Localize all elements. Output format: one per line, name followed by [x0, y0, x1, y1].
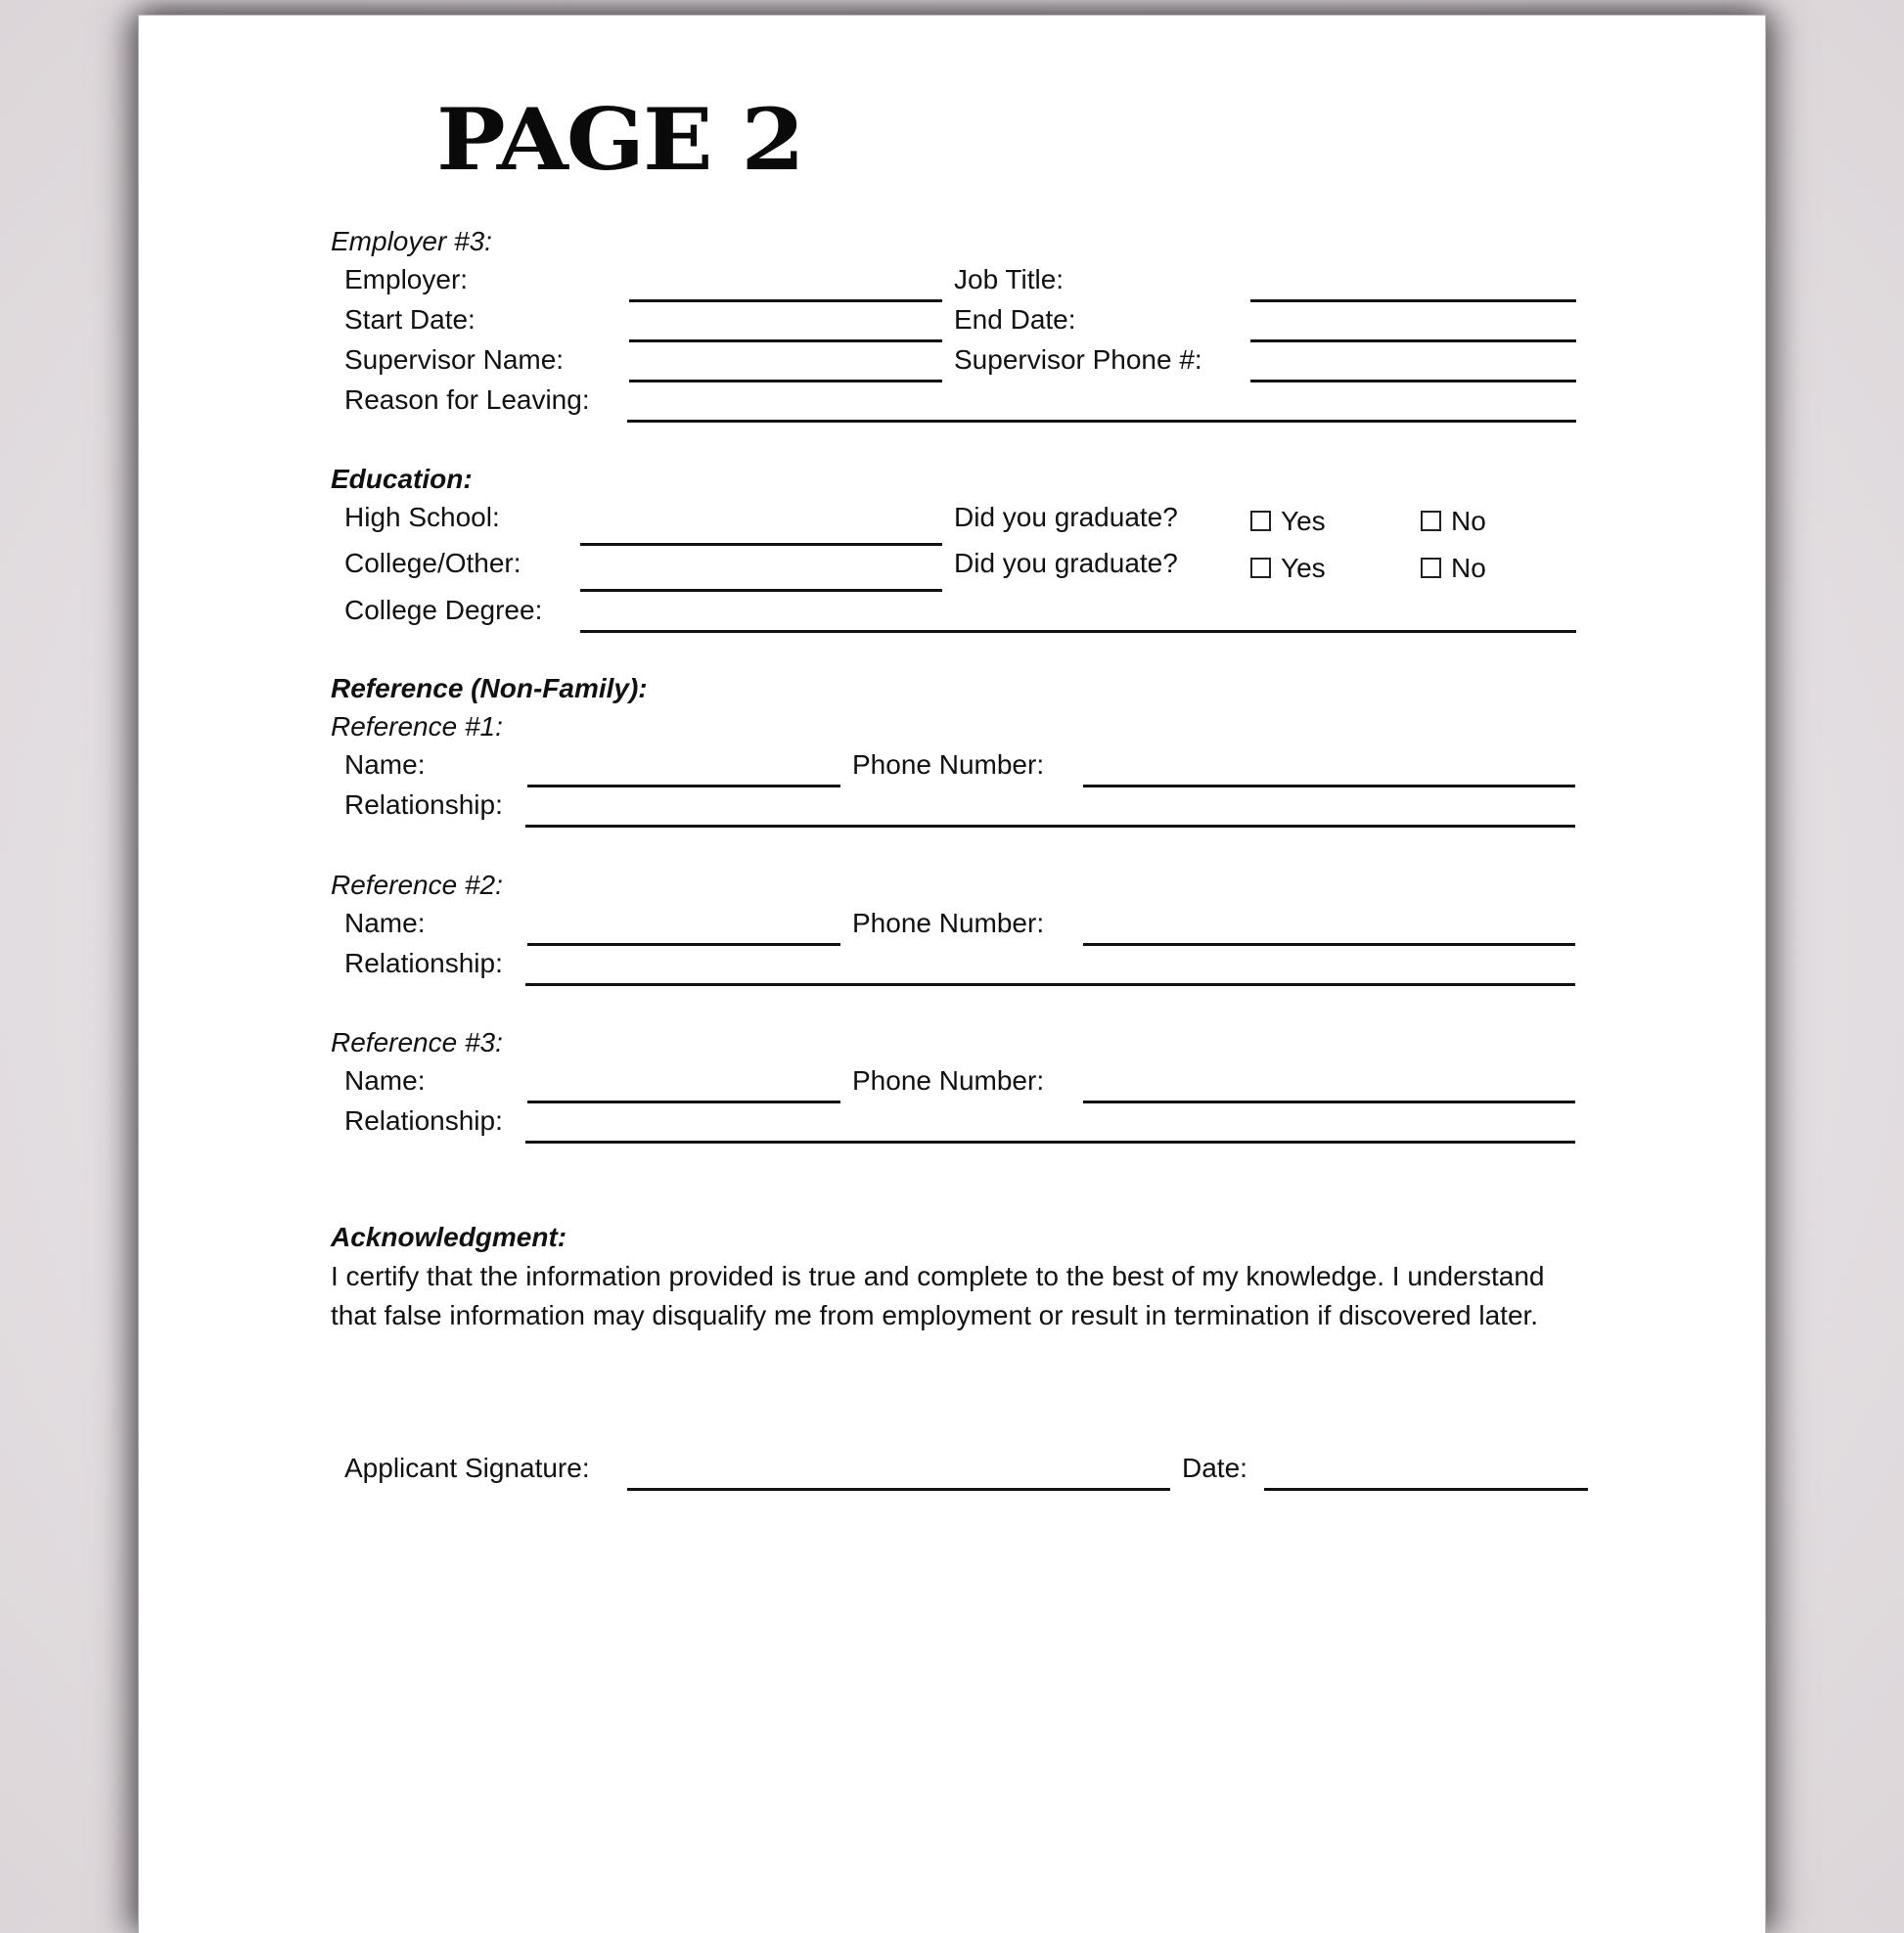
form-page [139, 16, 1765, 1933]
reference-3-relationship-field[interactable] [525, 1141, 1575, 1144]
hs-graduate-question: Did you graduate? [954, 502, 1178, 532]
reason-label: Reason for Leaving: [344, 384, 590, 415]
degree-label: College Degree: [344, 595, 543, 625]
start-date-field[interactable] [629, 339, 942, 342]
college-no-option[interactable] [1421, 552, 1486, 585]
college-field[interactable] [580, 589, 942, 592]
end-date-label: End Date: [954, 304, 1076, 335]
reference-3-heading: Reference #3: [331, 1027, 503, 1057]
reference-3-relationship-label: Relationship: [344, 1105, 503, 1136]
reference-1-phone-label: Phone Number: [852, 749, 1045, 780]
employer-label: Employer: [344, 264, 469, 294]
end-date-field[interactable] [1250, 339, 1576, 342]
education-heading: Education: [331, 464, 473, 494]
reference-1-heading: Reference #1: [331, 711, 503, 742]
signature-field[interactable] [627, 1488, 1170, 1491]
reference-1-phone-field[interactable] [1083, 785, 1575, 787]
reference-1-name-field[interactable] [527, 785, 840, 787]
page-title: PAGE 2 [436, 90, 803, 191]
acknowledgment-text: I certify that the information provided is true and complete to the best of my knowledge. I understand that false information may disqualify me from employment or result in termination if discovered later. [331, 1261, 1545, 1330]
reference-1-relationship-label: Relationship: [344, 789, 503, 820]
acknowledgment-heading: Acknowledgment: [331, 1222, 567, 1252]
supervisor-name-label: Supervisor Name: [344, 344, 565, 375]
college-yes-label: Yes [1281, 553, 1326, 583]
hs-yes-option[interactable] [1250, 505, 1326, 538]
degree-field[interactable] [580, 630, 1576, 633]
high-school-label: High School: [344, 502, 500, 532]
college-yes-option[interactable] [1250, 552, 1326, 585]
signature-label: Applicant Signature: [344, 1453, 590, 1483]
supervisor-phone-label: Supervisor Phone #: [954, 344, 1202, 375]
high-school-field[interactable] [580, 543, 942, 546]
hs-yes-label: Yes [1281, 506, 1326, 536]
supervisor-name-field[interactable] [629, 380, 942, 382]
date-field[interactable] [1264, 1488, 1588, 1491]
reference-3-name-label: Name: [344, 1065, 426, 1096]
reference-3-phone-label: Phone Number: [852, 1065, 1045, 1096]
employer-heading: Employer #3: [331, 226, 492, 256]
supervisor-phone-field[interactable] [1250, 380, 1576, 382]
start-date-label: Start Date: [344, 304, 476, 335]
job-title-field[interactable] [1250, 299, 1576, 302]
checkbox-icon[interactable] [1421, 558, 1441, 578]
reason-field[interactable] [627, 420, 1576, 423]
reference-2-name-label: Name: [344, 908, 426, 938]
college-no-label: No [1451, 553, 1486, 583]
reference-1-name-label: Name: [344, 749, 426, 780]
college-label: College/Other: [344, 548, 521, 578]
hs-no-label: No [1451, 506, 1486, 536]
date-label: Date: [1182, 1453, 1247, 1483]
reference-2-relationship-label: Relationship: [344, 948, 503, 978]
reference-2-phone-field[interactable] [1083, 943, 1575, 946]
reference-2-name-field[interactable] [527, 943, 840, 946]
checkbox-icon[interactable] [1421, 511, 1441, 531]
checkbox-icon[interactable] [1250, 558, 1271, 578]
reference-3-name-field[interactable] [527, 1101, 840, 1103]
references-heading: Reference (Non-Family): [331, 673, 648, 703]
college-graduate-question: Did you graduate? [954, 548, 1178, 578]
reference-1-relationship-field[interactable] [525, 825, 1575, 828]
reference-3-phone-field[interactable] [1083, 1101, 1575, 1103]
job-title-label: Job Title: [954, 264, 1065, 294]
employer-field[interactable] [629, 299, 942, 302]
checkbox-icon[interactable] [1250, 511, 1271, 531]
reference-2-phone-label: Phone Number: [852, 908, 1045, 938]
hs-no-option[interactable] [1421, 505, 1486, 538]
reference-2-heading: Reference #2: [331, 870, 503, 900]
reference-2-relationship-field[interactable] [525, 983, 1575, 986]
